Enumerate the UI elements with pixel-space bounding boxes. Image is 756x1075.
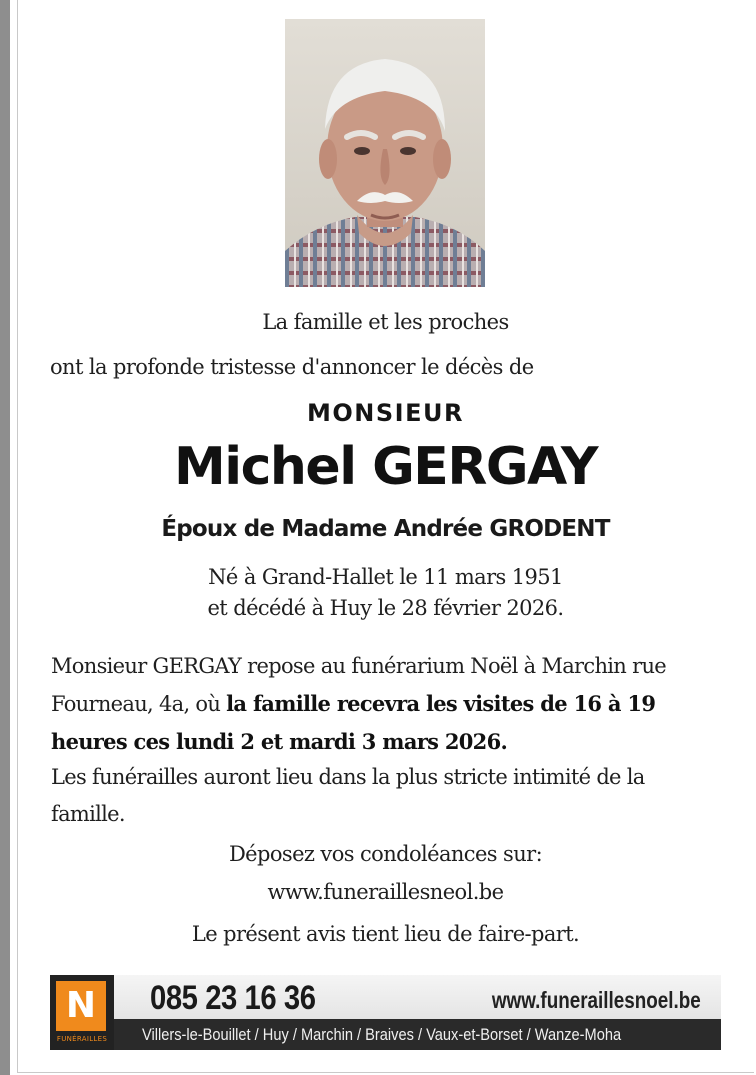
phone-number[interactable]: 085 23 16 36 <box>150 979 316 1017</box>
intro-line-1: La famille et les proches <box>262 310 509 334</box>
logo-letter: N <box>65 985 97 1026</box>
closing-notice: Le présent avis tient lieu de faire-part. <box>191 922 580 946</box>
condolences-link[interactable]: www.funeraillesneol.be <box>267 880 504 904</box>
condolences-label: Déposez vos condoléances sur: <box>228 842 543 866</box>
funeral-home-logo <box>50 975 114 1050</box>
towns-list: Villers-le-Bouillet / Huy / Marchin / Braives / Vaux-et-Borset / Wanze-Moha <box>142 1025 622 1044</box>
logo-caption: FUNÉRAILLES <box>56 1035 108 1043</box>
left-margin-bar <box>0 0 10 1075</box>
visitation-text: Monsieur GERGAY repose au funérarium Noël à Marchin rue Fourneau, 4a, où <box>51 654 666 716</box>
website-link[interactable]: www.funeraillesnoel.be <box>492 987 701 1013</box>
funeral-paragraph: Les funérailles auront lieu dans la plus stricte intimité de la famille. <box>51 765 645 826</box>
portrait-photo <box>285 19 485 287</box>
death-line: et décédé à Huy le 28 février 2026. <box>207 596 564 620</box>
funeral-home-banner <box>50 975 721 1050</box>
deceased-name: Michel GERGAY <box>174 437 597 497</box>
deceased-title: MONSIEUR <box>307 399 464 427</box>
visitation-hours: la famille recevra les visites de 16 à 19 heures ces lundi 2 et mardi 3 mars 2026. <box>51 691 656 754</box>
spouse-line: Époux de Madame Andrée GRODENT <box>161 516 610 542</box>
birth-line: Né à Grand-Hallet le 11 mars 1951 <box>208 565 563 589</box>
intro-line-2: ont la profonde tristesse d'annoncer le décès de <box>50 355 534 379</box>
visitation-paragraph <box>51 648 721 761</box>
